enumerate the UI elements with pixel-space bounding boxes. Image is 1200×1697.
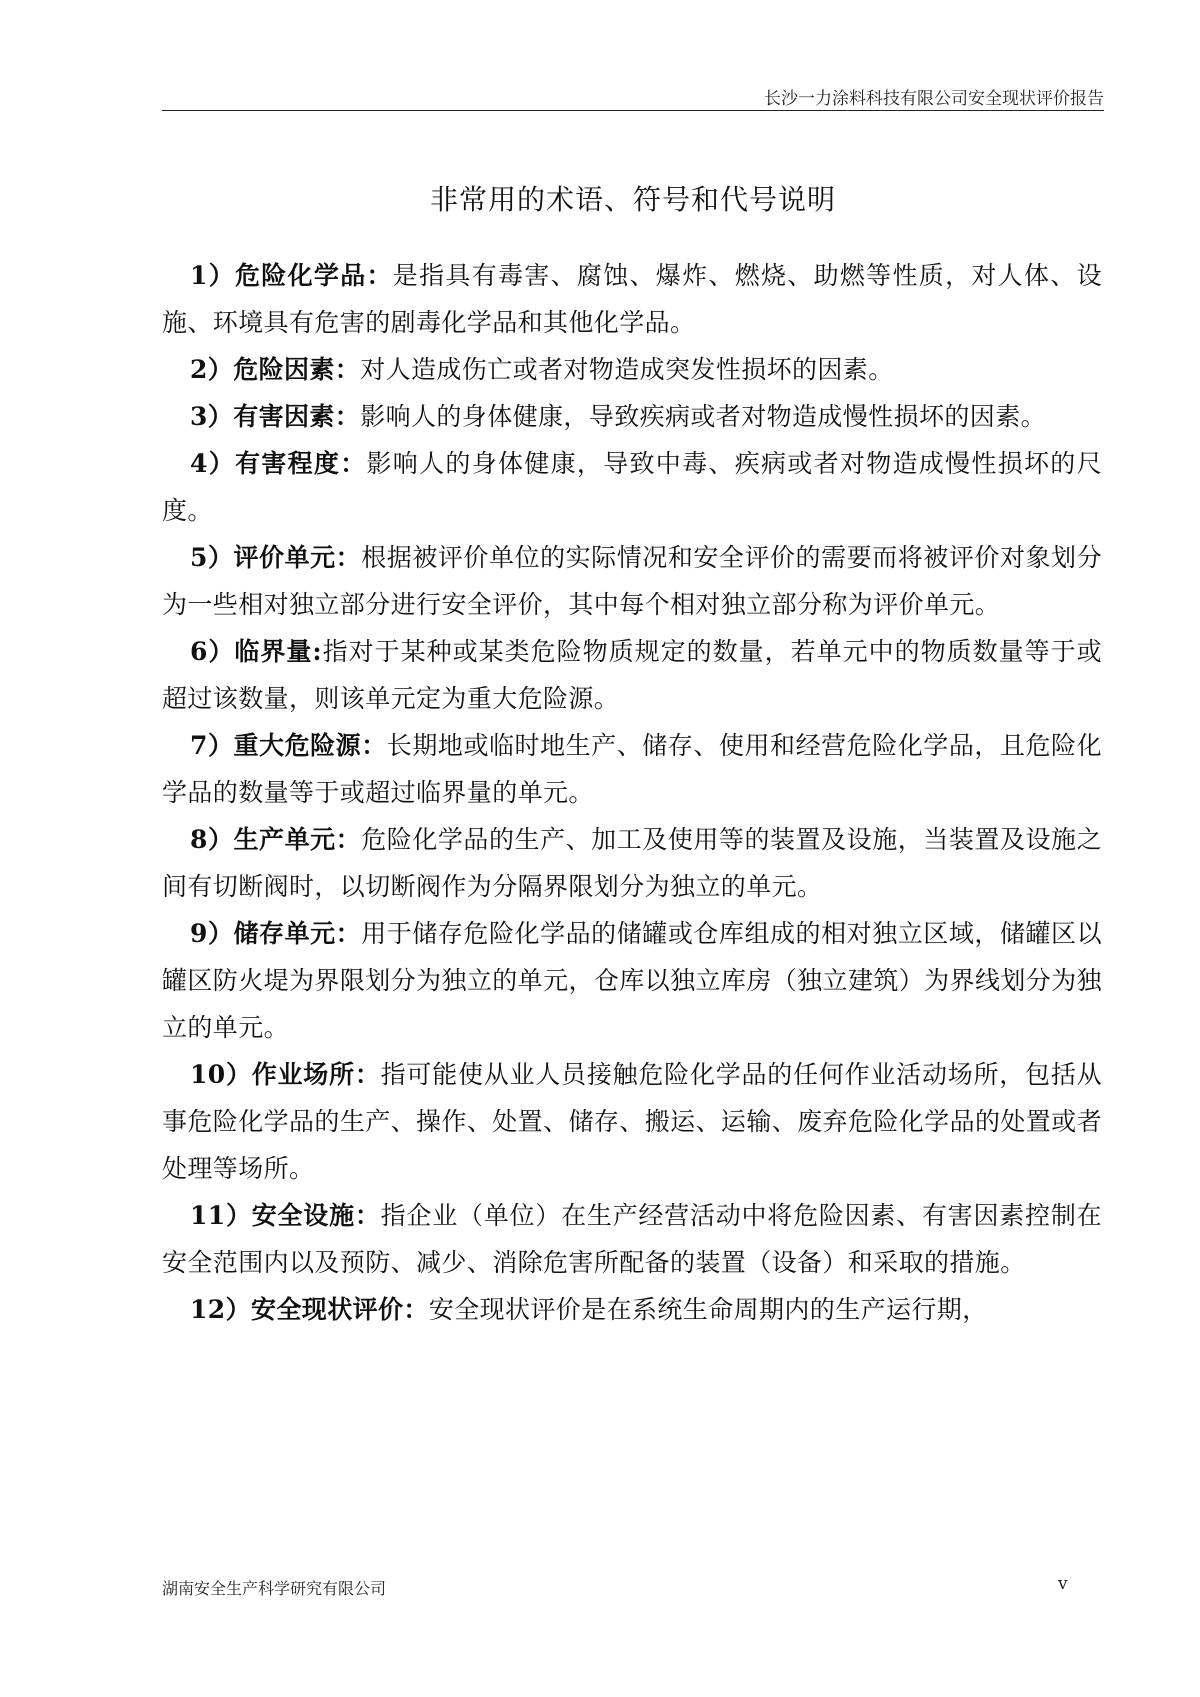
term-definition: 根据被评价单位的实际情况和安全评价的需要而将被评价对象划分为一些相对独立部分进行安全评价，其中每个相对独立部分称为评价单元。: [162, 543, 1102, 619]
term-definition: 安全现状评价是在系统生命周期内的生产运行期，: [428, 1295, 988, 1324]
term-label: 12）安全现状评价：: [190, 1295, 429, 1324]
term-label: 10）作业场所：: [190, 1060, 381, 1089]
term-item: [162, 534, 1102, 628]
term-label: 3）有害因素：: [190, 402, 361, 431]
term-definition: 长期地或临时地生产、储存、使用和经营危险化学品，且危险化学品的数量等于或超过临界量的单元。: [162, 731, 1103, 807]
terms-list: [162, 252, 1102, 1333]
term-definition: 是指具有毒害、腐蚀、爆炸、燃烧、助燃等性质，对人体、设施、环境具有危害的剧毒化学品和其他化学品。: [162, 261, 1102, 337]
term-label: 8）生产单元：: [190, 825, 362, 854]
term-definition: 危险化学品的生产、加工及使用等的装置及设施，当装置及设施之间有切断阀时，以切断阀作为分隔界限划分为独立的单元。: [162, 825, 1102, 901]
term-item: [162, 1286, 1102, 1333]
term-definition: 对人造成伤亡或者对物造成突发性损坏的因素。: [360, 355, 894, 384]
term-label: 4）有害程度：: [190, 449, 367, 478]
term-definition: 影响人的身体健康，导致疾病或者对物造成慢性损坏的因素。: [360, 402, 1047, 431]
term-item: [162, 440, 1102, 534]
term-label: 5）评价单元：: [190, 543, 362, 572]
term-item: [162, 1192, 1102, 1286]
term-definition: 影响人的身体健康，导致中毒、疾病或者对物造成慢性损坏的尺度。: [162, 449, 1102, 525]
term-definition: 指企业（单位）在生产经营活动中将危险因素、有害因素控制在安全范围内以及预防、减少、消除危害所配备的装置（设备）和采取的措施。: [162, 1201, 1103, 1277]
term-label: 6）临界量:: [190, 637, 323, 666]
term-label: 7）重大危险源：: [190, 731, 387, 760]
term-item: [162, 910, 1102, 1051]
term-label: 11）安全设施：: [190, 1201, 381, 1230]
term-label: 1）危险化学品：: [190, 261, 393, 290]
term-label: 2）危险因素：: [190, 355, 361, 384]
term-definition: 指对于某种或某类危险物质规定的数量，若单元中的物质数量等于或超过该数量，则该单元定为重大危险源。: [162, 637, 1102, 713]
term-definition: 指可能使从业人员接触危险化学品的任何作业活动场所，包括从事危险化学品的生产、操作、处置、储存、搬运、运输、废弃危险化学品的处置或者处理等场所。: [162, 1060, 1103, 1183]
term-item: [162, 346, 1102, 393]
term-item: [162, 393, 1102, 440]
term-item: [162, 722, 1102, 816]
footer-organization: 湖南安全生产科学研究有限公司: [162, 1579, 387, 1598]
term-definition: 用于储存危险化学品的储罐或仓库组成的相对独立区域，储罐区以罐区防火堤为界限划分为独立的单元，仓库以独立库房（独立建筑）为界线划分为独立的单元。: [162, 919, 1102, 1042]
term-label: 9）储存单元：: [190, 919, 362, 948]
term-item: [162, 628, 1102, 722]
term-item: [162, 1051, 1102, 1192]
page-title: 非常用的术语、符号和代号说明: [429, 183, 836, 216]
running-header: 长沙一力涂料科技有限公司安全现状评价报告: [764, 89, 1104, 109]
header-rule: [162, 110, 1104, 111]
term-item: [162, 252, 1102, 346]
page-number: v: [1058, 1574, 1068, 1594]
term-item: [162, 816, 1102, 910]
